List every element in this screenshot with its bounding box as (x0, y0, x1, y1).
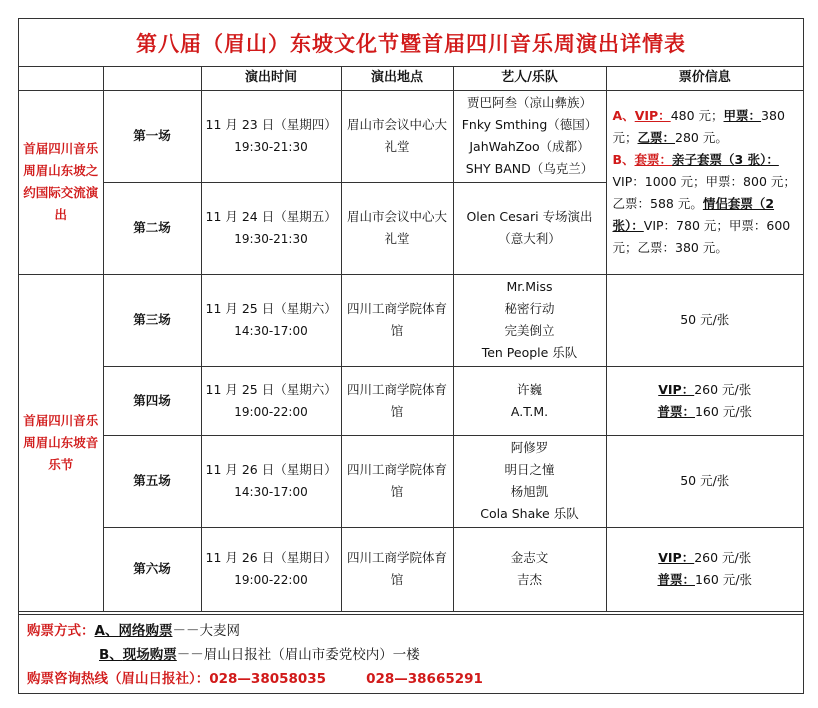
artist-item: 秘密行动 (504, 301, 555, 316)
price-b-couple-label: 情侣套票（2 张）： (612, 196, 775, 233)
section-label-festival: 首届四川音乐周眉山东坡音乐节 (19, 274, 103, 611)
price-b-tao-label: 套票： (634, 152, 673, 167)
purchase-info (19, 614, 803, 694)
session-hours: 19:00-22:00 (234, 573, 308, 587)
session-price (606, 366, 803, 435)
session-venue: 眉山市会议中心大礼堂 (341, 90, 453, 182)
schedule-table (19, 67, 803, 612)
session-hours: 19:30-21:30 (234, 140, 308, 154)
session-hours: 19:30-21:30 (234, 232, 308, 246)
purchase-method-label: 购票方式： (27, 623, 95, 639)
price-normal-label: 普票： (657, 403, 695, 419)
session-time (201, 90, 341, 182)
online-value: －－大麦网 (172, 623, 240, 639)
price-normal: 160 元/张 (694, 572, 753, 587)
header-price: 票价信息 (606, 67, 803, 90)
price-b-couple: VIP：780 元；甲票：600 元；乙票：380 元。 (612, 218, 791, 255)
price-vip: 260 元/张 (694, 550, 752, 565)
purchase-onsite-line (27, 643, 795, 667)
session-time (201, 527, 341, 611)
price-normal: 160 元/张 (694, 403, 753, 419)
session-artists (453, 274, 606, 366)
artist-item: Cola Shake 乐队 (480, 506, 579, 521)
online-label: 网络购票 (118, 623, 173, 639)
session-name: 第三场 (103, 274, 201, 366)
session-time (201, 435, 341, 527)
price-a-yi-label: 乙票： (637, 130, 676, 145)
price-b-prefix: B、 (612, 152, 635, 167)
onsite-value: －－眉山日报社（眉山市委党校内）一楼 (176, 647, 420, 663)
session-venue: 四川工商学院体育馆 (341, 435, 453, 527)
hotline-phone-1: 028—38058035 (209, 671, 327, 687)
price-a-jia-label: 甲票： (723, 108, 762, 123)
price-a-vip: 480 元； (670, 108, 724, 123)
table-header-row (19, 67, 803, 90)
artist-item: 吉杰 (516, 572, 542, 587)
header-venue: 演出地点 (341, 67, 453, 90)
hotline-phone-2: 028—38665291 (366, 671, 483, 687)
artist-item: 明日之憧 (504, 462, 555, 477)
session-venue: 四川工商学院体育馆 (341, 366, 453, 435)
artist-item: A.T.M. (510, 403, 549, 419)
price-vip-label: VIP： (658, 550, 695, 565)
session-name: 第五场 (103, 435, 201, 527)
artist-item: SHY BAND（乌克兰） (465, 161, 594, 176)
session-date: 11 月 23 日（星期四） (205, 117, 337, 132)
price-b-family-label: 亲子套票（3 张）： (672, 152, 779, 167)
artist-item: Fnky Smthing（德国） (461, 117, 598, 132)
session-time (201, 366, 341, 435)
price-vip: 260 元/张 (694, 381, 752, 397)
table-row (19, 90, 803, 182)
session-name: 第四场 (103, 366, 201, 435)
table-row (19, 435, 803, 527)
session-venue: 四川工商学院体育馆 (341, 274, 453, 366)
price-a-vip-label: VIP： (634, 108, 671, 123)
price-vip-label: VIP： (658, 381, 695, 397)
session-venue: 眉山市会议中心大礼堂 (341, 182, 453, 274)
artist-item: 金志文 (510, 550, 549, 565)
session-price: 50 元/张 (606, 274, 803, 366)
session-price: 50 元/张 (606, 435, 803, 527)
session-date: 11 月 25 日（星期六） (205, 301, 337, 316)
online-prefix: A、 (94, 623, 119, 639)
session-name: 第二场 (103, 182, 201, 274)
price-a-prefix: A、 (612, 108, 635, 123)
session-date: 11 月 25 日（星期六） (205, 381, 337, 397)
session-artists (453, 366, 606, 435)
artist-item: Olen Cesari 专场演出 (466, 209, 593, 224)
onsite-prefix: B、 (99, 647, 123, 663)
artist-item: 杨旭凯 (510, 484, 549, 499)
artist-item: 完美倒立 (504, 323, 555, 338)
hotline-line (27, 667, 795, 691)
price-b-family: VIP：1000 元；甲票：800 元；乙票：588 元。 (612, 174, 796, 211)
session-hours: 14:30-17:00 (234, 324, 308, 338)
session-date: 11 月 26 日（星期日） (205, 550, 337, 565)
artist-item: Ten People 乐队 (481, 345, 578, 360)
price-normal-label: 普票： (657, 572, 695, 587)
shared-price-info (606, 90, 803, 274)
hotline-label: 购票咨询热线（眉山日报社）： (27, 671, 210, 687)
purchase-online-line (27, 619, 795, 643)
session-date: 11 月 26 日（星期日） (205, 462, 337, 477)
session-time (201, 274, 341, 366)
session-venue: 四川工商学院体育馆 (341, 527, 453, 611)
session-name: 第六场 (103, 527, 201, 611)
artist-item: 许巍 (516, 381, 542, 397)
session-name: 第一场 (103, 90, 201, 182)
session-date: 11 月 24 日（星期五） (205, 209, 337, 224)
price-a-yi: 280 元。 (675, 130, 728, 145)
table-row (19, 366, 803, 435)
session-price (606, 527, 803, 611)
session-hours: 14:30-17:00 (234, 485, 308, 499)
table-row (19, 527, 803, 611)
session-time (201, 182, 341, 274)
onsite-label: 现场购票 (122, 647, 177, 663)
artist-item: Mr.Miss (506, 279, 553, 294)
section-label-international: 首届四川音乐周眉山东坡之约国际交流演出 (19, 90, 103, 274)
artist-item: JahWahZoo（成都） (469, 139, 590, 154)
artist-item: 阿修罗 (510, 440, 549, 455)
page-title: 第八届（眉山）东坡文化节暨首届四川音乐周演出详情表 (19, 19, 803, 67)
schedule-sheet (18, 18, 804, 694)
session-artists (453, 182, 606, 274)
session-artists (453, 90, 606, 182)
artist-item: 贾巴阿叁（凉山彝族） (466, 95, 592, 110)
session-artists (453, 527, 606, 611)
session-hours: 19:00-22:00 (234, 404, 308, 419)
header-time: 演出时间 (201, 67, 341, 90)
header-artist: 艺人/乐队 (453, 67, 606, 90)
table-row (19, 274, 803, 366)
price-a-jia: 380 元； (612, 108, 785, 145)
session-artists (453, 435, 606, 527)
artist-item: （意大利） (498, 231, 561, 246)
